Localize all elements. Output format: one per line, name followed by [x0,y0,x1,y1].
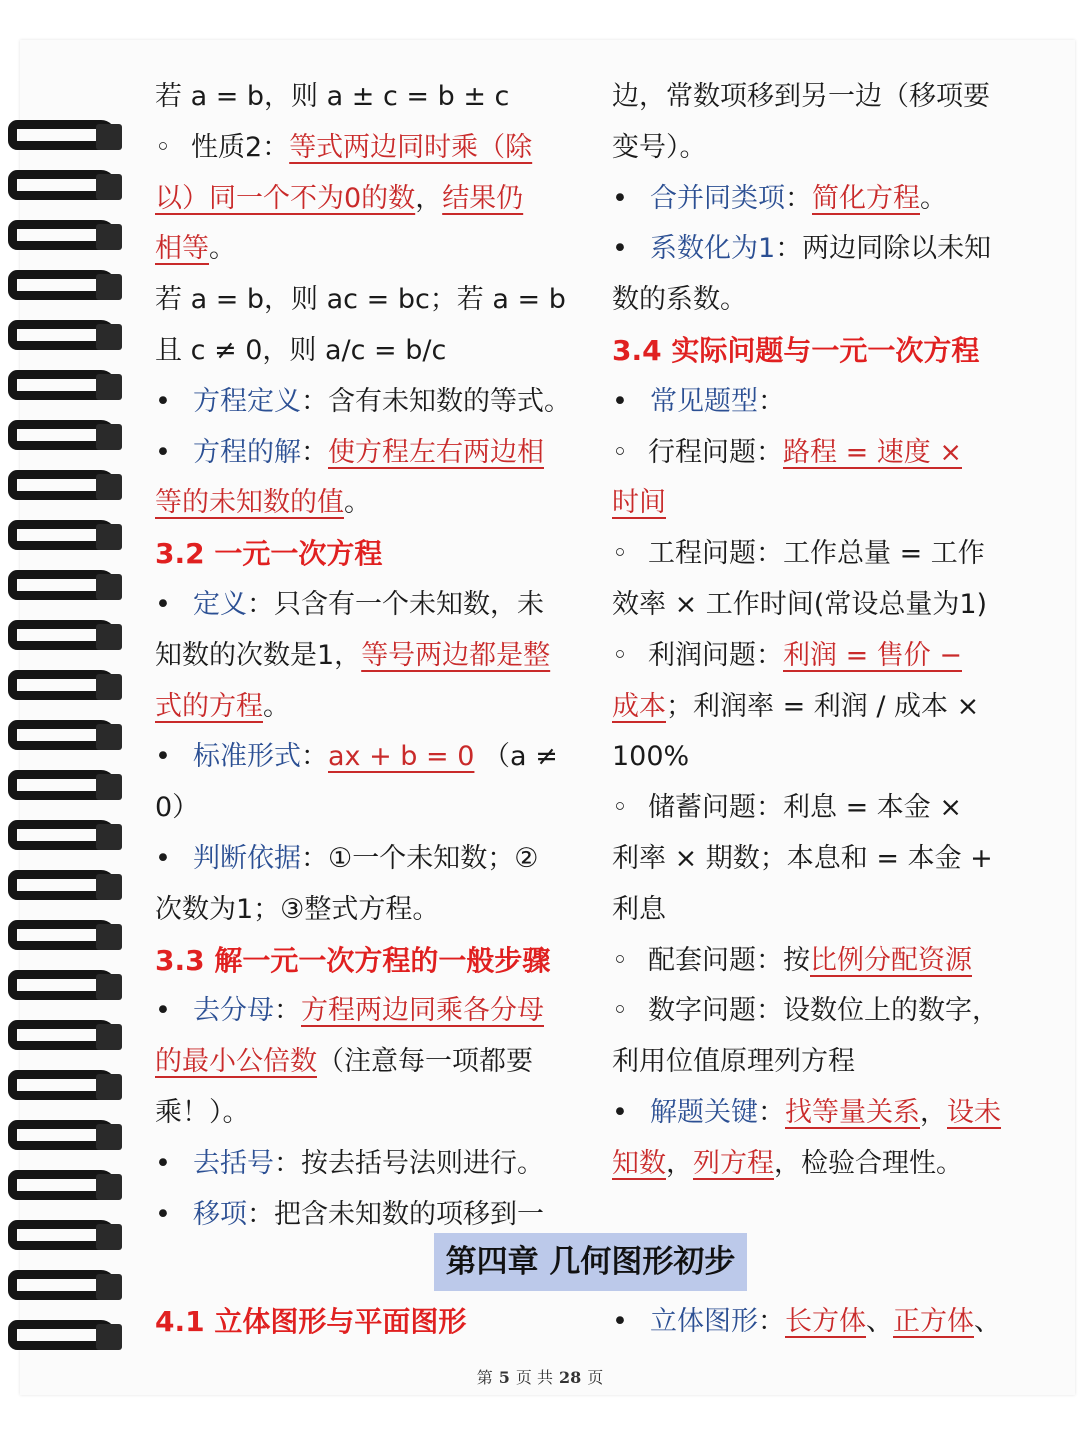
profit-problem [612,631,1032,682]
solid-figures [612,1297,1001,1347]
standard-form-label: 标准形式 [193,741,301,773]
separator: 、 [866,1306,893,1337]
page-footer [0,1365,1080,1388]
profit-formula: 利润 = 售价 − [783,639,962,671]
common-types [612,377,1032,428]
common-types-label: 常见题型 [650,385,758,417]
standard-form-condition: （a ≠ [483,741,558,773]
solving-key-highlight: 找等量关系 [785,1096,920,1128]
bullet: • [612,1096,628,1128]
cube-text: 正方体 [893,1306,974,1337]
remove-denominator-line-3: 乘！）。 [155,1096,250,1128]
comma: ， [415,182,443,214]
right-column [612,72,1032,1190]
definition-text: ：只含有一个未知数，未 [247,588,544,620]
definition-highlight-2: 式的方程 [155,690,263,722]
combine-label: 合并同类项 [650,182,785,214]
section-3-2-heading: 3.2 一元一次方程 [155,537,383,571]
colon: ： [301,436,328,468]
judgement-text: ：①一个未知数；② [301,842,539,874]
property-2-highlight-2: 以）同一个不为0的数 [155,182,416,214]
equation-solution-highlight: 使方程左右两边相 [328,436,544,468]
coefficient-label: 系数化为1 [650,233,776,265]
equation-definition [155,377,575,428]
bullet: • [612,1306,628,1337]
equation-definition-label: 方程定义 [193,385,301,417]
profit-problem-line-2 [612,682,1032,733]
standard-form-line-2: 0） [155,792,200,824]
standard-form [155,732,575,783]
savings-text: 储蓄问题：利息 = 本金 × [648,792,962,824]
bullet: • [155,741,171,773]
savings-problem-line-2: 利率 × 期数；本息和 = 本金 + [612,842,993,874]
equation-solution [155,428,575,479]
property-2-highlight: 等式两边同时乘（除 [289,131,533,163]
property-2-line-2 [155,174,575,225]
comma: ， [666,1147,693,1179]
remove-brackets-label: 去括号 [193,1147,274,1179]
bullet: • [155,436,171,468]
section-4-1-heading: 4.1 立体图形与平面图形 [155,1305,467,1338]
standard-form-formula: ax + b = 0 [328,741,475,773]
matching-highlight: 比例分配资源 [810,944,972,976]
separator: 、 [974,1306,1001,1337]
solving-key-label: 解题关键 [650,1096,758,1128]
remove-denominator-line-2 [155,1037,575,1088]
section-3-3-heading: 3.3 解一元一次方程的一般步骤 [155,943,551,977]
travel-problem [612,428,1032,479]
colon: ： [758,385,785,417]
digit-text: 数字问题：设数位上的数字， [648,995,999,1027]
property-1-formula: 若 a = b，则 a ± c = b ± c [155,81,510,112]
spiral-binding [0,95,140,1395]
travel-formula: 路程 = 速度 × [783,436,962,468]
coefficient-to-one [612,224,1032,275]
move-terms-label: 移项 [193,1198,247,1230]
property-2-label: 性质2： [191,131,290,163]
move-terms-cont: 边，常数项移到另一边（移项要 [612,81,990,112]
equation-definition-text: ：含有未知数的等式。 [301,385,571,417]
coefficient-to-one-line-2: 数的系数。 [612,284,747,316]
circle-bullet: ◦ [612,792,628,824]
profit-label: 利润问题： [648,639,783,671]
remove-denominator-highlight: 方程两边同乘各分母 [301,995,544,1027]
combine-highlight: 简化方程 [812,182,920,214]
total-pages: 28 [558,1368,582,1387]
bullet: • [155,842,171,874]
colon: ： [301,741,328,773]
property-2-formula-2: 且 c ≠ 0，则 a/c = b/c [155,334,447,366]
definition-label: 定义 [193,588,247,620]
remove-brackets-text: ：按去括号法则进行。 [274,1147,544,1179]
work-problem-line-2: 效率 × 工作时间(常设总量为1) [612,588,988,620]
coefficient-text: ：两边同除以未知 [775,233,992,265]
circle-bullet: ◦ [612,538,628,570]
solving-key-highlight-4: 列方程 [693,1147,774,1179]
savings-problem [612,783,1032,834]
bullet: • [155,588,171,620]
judgement-criteria [155,834,575,885]
definition-highlight: 等号两边都是整 [361,639,551,671]
period: 。 [209,233,236,265]
travel-formula-2: 时间 [612,487,666,519]
judgement-label: 判断依据 [193,842,301,874]
property-2-formula-1: 若 a = b，则 ac = bc；若 a = b [155,284,566,316]
linear-equation-definition-line-2 [155,631,575,682]
footer-suffix: 页 [587,1368,604,1387]
solving-key-line-2 [612,1139,1032,1190]
bullet: • [155,995,171,1027]
move-terms-text: ：把含未知数的项移到一 [247,1198,544,1230]
profit-rate-text: ；利润率 = 利润 / 成本 × [666,690,980,722]
property-2 [155,123,575,174]
matching-problem [612,936,1032,987]
circle-bullet: ◦ [612,639,628,671]
period: 。 [344,487,371,519]
colon: ： [758,1096,785,1128]
profit-problem-line-3: 100% [612,741,690,773]
period: 。 [263,690,290,722]
colon: ： [274,995,301,1027]
travel-problem-line-2 [612,478,1032,529]
solving-key-highlight-3: 知数 [612,1147,666,1179]
bullet: • [155,385,171,417]
solving-key-text: ，检验合理性。 [774,1147,963,1179]
work-problem [612,529,1032,580]
remove-brackets [155,1139,575,1190]
bullet: • [612,182,628,214]
digit-problem [612,986,1032,1037]
bullet: • [155,1198,171,1230]
property-2-highlight-3: 结果仍 [442,182,524,214]
colon: ： [758,1306,785,1337]
bullet: • [612,385,628,417]
remove-denominator-label: 去分母 [193,995,274,1027]
travel-label: 行程问题： [648,436,783,468]
remove-denominator [155,986,575,1037]
left-column [155,72,575,1240]
remove-denominator-note: （注意每一项都要 [317,1046,533,1078]
property-2-highlight-4: 相等 [155,233,209,265]
solid-figures-label: 立体图形 [650,1306,758,1337]
remove-denominator-highlight-2: 的最小公倍数 [155,1046,317,1078]
bullet: • [612,233,628,265]
circle-bullet: ◦ [155,131,171,163]
page-number: 5 [498,1368,510,1387]
bullet: • [155,1147,171,1179]
period: 。 [920,182,947,214]
savings-problem-line-3: 利息 [612,893,666,925]
circle-bullet: ◦ [612,995,628,1027]
colon: ： [785,182,812,214]
equation-solution-highlight-2: 等的未知数的值 [155,487,344,519]
solving-key [612,1088,1032,1139]
work-text: 工程问题：工作总量 = 工作 [648,538,985,570]
chapter-4-title: 第四章 几何图形初步 [434,1233,747,1291]
profit-formula-2: 成本 [612,690,666,722]
move-terms-cont-2: 变号）。 [612,131,707,163]
footer-prefix: 第 [476,1368,493,1387]
judgement-criteria-line-2: 次数为1；③整式方程。 [155,893,440,925]
equation-solution-label: 方程的解 [193,436,301,468]
section-3-4-heading: 3.4 实际问题与一元一次方程 [612,333,980,367]
footer-middle: 页 共 [515,1368,553,1387]
matching-label: 配套问题：按 [648,944,810,976]
comma: ， [920,1096,947,1128]
property-2-line-3 [155,224,575,275]
linear-equation-definition-line-3 [155,682,575,733]
cuboid-text: 长方体 [785,1306,866,1337]
definition-text-2: 知数的次数是1， [155,639,362,671]
combine-like-terms [612,174,1032,225]
solving-key-highlight-2: 设未 [947,1096,1001,1128]
circle-bullet: ◦ [612,436,628,468]
linear-equation-definition [155,580,575,631]
equation-solution-line-2 [155,478,575,529]
circle-bullet: ◦ [612,944,628,976]
digit-problem-line-2: 利用位值原理列方程 [612,1046,855,1078]
